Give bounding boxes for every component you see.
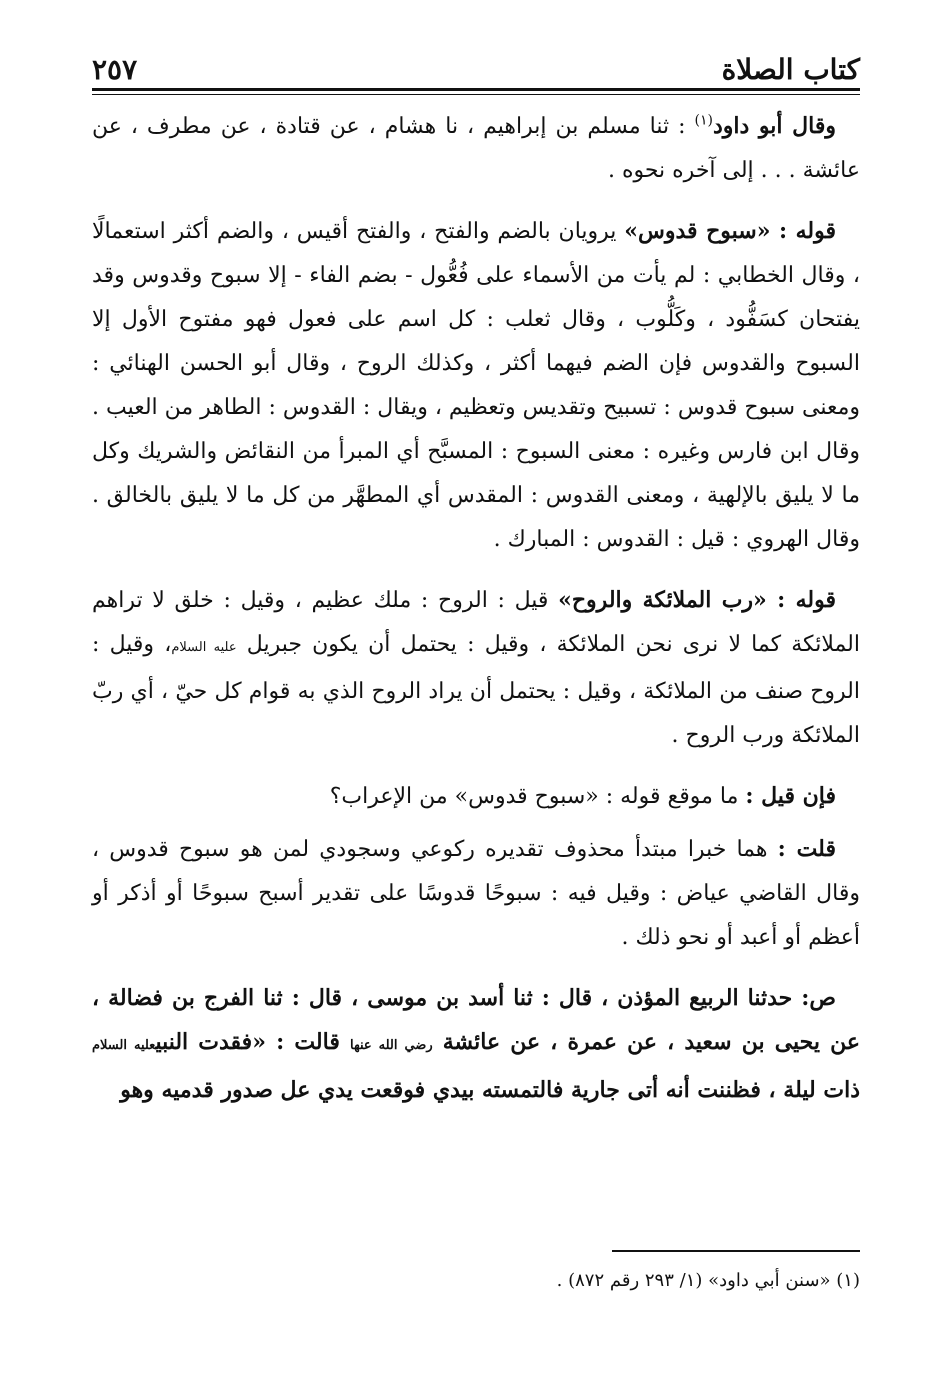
salutation-glyph: عليه السلام xyxy=(171,640,237,655)
paragraph-text: ص: حدثنا الربيع المؤذن ، قال : ثنا أسد بن موسى ، قال : ثنا الفرج بن فضالة ، عن يحيى بن سعيد ، عن عمرة ، عن عائشة xyxy=(92,985,860,1055)
paragraph-text: ما موقع قوله : «سبوح قدوس» من الإعراب؟ xyxy=(329,784,746,809)
footnote-reference: (١) xyxy=(694,112,713,129)
paragraph-text: يرويان بالضم والفتح ، والفتح أقيس ، والضم أكثر استعمالًا ، وقال الخطابي : لم يأت من الأسماء على فُعُّول - بضم الفاء - إلا سبوح وقدوس وقد يفتحان كسَفُّود ، وكَلُّوب ، وقال ثعلب : كل اسم على فعول فهو مفتوح الأول إلا السبوح والقدوس فإن الضم فيهما أكثر ، وكذلك الروح ، وقال أبو الحسن الهنائي : ومعنى سبوح قدوس : تسبيح وتقديس وتعظيم ، ويقال : القدوس : الطاهر من العيب . وقال ابن فارس وغيره : معنى السبوح : المسبَّح أي المبرأ من النقائض والشريك وكل ما لا يليق بالإلهية ، ومعنى القدوس : المقدس أي المطهَّر من كل ما لا يليق بالخالق . وقال الهروي : قيل : القدوس : المبارك . xyxy=(92,219,860,552)
paragraph-text: هما خبرا مبتدأ محذوف تقديره ركوعي وسجودي لمن هو سبوح قدوس ، وقال القاضي عياض : وقيل فيه : سبوحًا قدوسًا على تقدير أسبح سبوحًا أو أذكر أو أعظم أو أعبد أو نحو ذلك . xyxy=(92,837,860,950)
paragraph-abu-dawud xyxy=(92,104,860,193)
header-rule-thin xyxy=(92,94,860,95)
paragraph-rabb-al-malaika xyxy=(92,578,860,758)
paragraph-lead: قلت : xyxy=(777,836,836,862)
paragraph-text: قيل : الروح : ملك عظيم ، وقيل : خلق لا تراهم الملائكة كما لا نرى نحن الملائكة ، وقيل : يحتمل أن يكون جبريل xyxy=(92,588,860,657)
paragraph-answer xyxy=(92,827,860,960)
salutation-glyph: عليه السلام xyxy=(92,1038,156,1053)
page-header xyxy=(92,40,860,86)
paragraph-text: : ثنا مسلم بن إبراهيم ، نا هشام ، عن قتادة ، عن مطرف ، عن عائشة . . . إلى آخره نحوه . xyxy=(92,114,860,183)
paragraph-hadith xyxy=(92,976,860,1112)
page-body xyxy=(92,104,860,1128)
page-number: ٢٥٧ xyxy=(92,53,138,86)
paragraph-text: ، وقيل : الروح صنف من الملائكة ، وقيل : يحتمل أن يراد الروح الذي به قوام كل حيّ ، أي ربّ الملائكة ورب الروح . xyxy=(92,632,860,748)
paragraph-lead: قوله : «رب الملائكة والروح» xyxy=(558,587,836,613)
footnote: (١) «سنن أبي داود» (١/ ٢٩٣ رقم ٨٧٢) . xyxy=(556,1270,860,1291)
paragraph-text: ذات ليلة ، فظننت أنه أتى جارية فالتمسته بيدي فوقعت يدي عل صدور قدميه وهو xyxy=(120,1077,860,1103)
paragraph-question xyxy=(92,774,860,819)
book-title: كتاب الصلاة xyxy=(721,53,860,86)
paragraph-lead: وقال أبو داود xyxy=(712,113,837,139)
paragraph-text: قالت : «فقدت النبي xyxy=(155,1029,350,1055)
salutation-glyph: رضي الله عنها xyxy=(349,1038,433,1053)
paragraph-subbuh-quddus xyxy=(92,209,860,562)
paragraph-lead: فإن قيل : xyxy=(745,783,836,809)
footnote-rule xyxy=(612,1250,860,1252)
header-rule-thick xyxy=(92,88,860,91)
paragraph-lead: قوله : «سبوح قدوس» xyxy=(624,218,837,244)
